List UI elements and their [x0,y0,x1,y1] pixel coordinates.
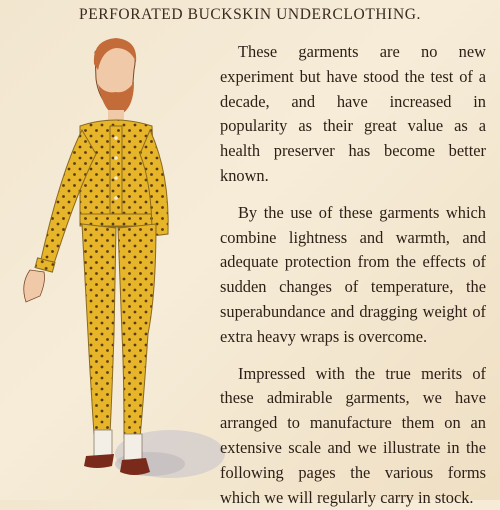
man-in-union-suit-illustration [0,34,225,500]
body-text [220,40,486,510]
paragraph: Impressed with the true merits of these admirable garments, we have arranged to manufacture them on an extensive scale and we illustrate in the following pages the various forms which we will regularly carry in stock. [220,363,486,507]
page-title: PERFORATED BUCKSKIN UNDERCLOTHING. [78,6,422,23]
paragraph: By the use of these garments which combine lightness and warmth, and adequate protection from the effects of sudden changes of temperature, the superabundance and dragging weight of extra heavy wraps is overcome. [220,202,486,346]
paragraph: These garments are no new experiment but have stood the test of a decade, and have increased in popularity as their great value as a health preserver has become better known. [220,42,486,185]
